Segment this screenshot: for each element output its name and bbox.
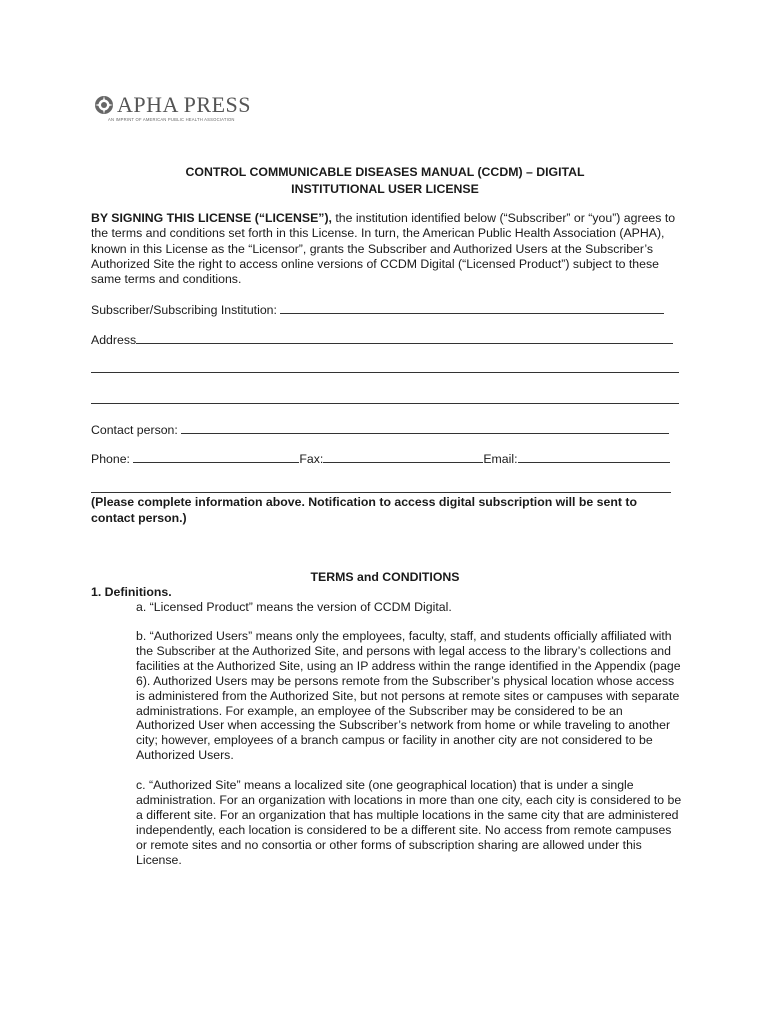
phone-input-line[interactable] (133, 451, 299, 463)
extra-line[interactable] (91, 492, 671, 493)
email-label: Email: (483, 452, 518, 466)
institution-input-line[interactable] (280, 302, 664, 314)
apha-press-logo (94, 92, 252, 122)
document-title-line1: CONTROL COMMUNICABLE DISEASES MANUAL (CCDM) – DIGITAL (185, 165, 585, 179)
definition-c: c. “Authorized Site” means a localized site (one geographical location) that is under a single administration. For an organization with locations in more than one city, each city is considered to be a different site. For an organization that has multiple locations in the same city that are administered independently, each location is considered to be a different site. No access from remote campuses or remote sites and no consortia or other forms of subscription sharing are allowed under this License. (136, 778, 682, 867)
definition-a: a. “Licensed Product” means the version of CCDM Digital. (136, 600, 452, 614)
intro-bold-lead: BY SIGNING THIS LICENSE (“LICENSE”), (91, 211, 332, 225)
email-input-line[interactable] (518, 451, 670, 463)
logo-tagline: AN IMPRINT OF AMERICAN PUBLIC HEALTH ASSOCIATION (108, 117, 235, 122)
address-field[interactable] (91, 332, 673, 347)
intro-text: the institution identified below (“Subscriber” or “you”) agrees to the terms and conditions set forth in this License. In turn, the American Public Health Association (APHA), known in this License as the “Licensor”, grants the Subscriber and Authorized Users at the Subscriber’s Authorized Site the right to access online versions of CCDM Digital (“Licensed Product”) subject to these same terms and conditions. (91, 211, 676, 287)
definition-b: b. “Authorized Users” means only the employees, faculty, staff, and students officially affiliated with the Subscriber at the Authorized Site, and persons with legal access to the library’s collections and facilities at the Authorized Site, using an IP address within the range identified in the Appendix (page 6). Authorized Users may be persons remote from the Subscriber’s physical location whose access is administered from the Authorized Site, but not persons at remote sites or campuses with separate administrations. For example, an employee of the Subscriber may be considered to be an Authorized User when accessing the Subscriber’s network from home or while traveling to another city; however, employees of a branch campus or facility in another city are not considered to be Authorized Users. (136, 629, 681, 763)
institution-field[interactable] (91, 302, 664, 317)
apha-seal-icon (94, 95, 114, 115)
form-note: (Please complete information above. Notification to access digital subscription will be sent to contact person.) (91, 495, 637, 525)
fax-label: Fax: (299, 452, 324, 466)
contact-field[interactable] (91, 422, 669, 437)
definitions-heading: 1. Definitions. (91, 585, 172, 599)
document-title-line2: INSTITUTIONAL USER LICENSE (291, 182, 479, 196)
contact-label: Contact person: (91, 423, 178, 437)
fax-input-line[interactable] (323, 451, 483, 463)
institution-label: Subscriber/Subscribing Institution: (91, 303, 277, 317)
address-line-3[interactable] (91, 403, 679, 404)
intro-paragraph (91, 211, 681, 287)
logo-text: APHA PRESS (117, 92, 252, 117)
address-line-2[interactable] (91, 372, 679, 373)
phone-label: Phone: (91, 452, 130, 466)
phone-fax-email-row (91, 451, 670, 466)
address-input-line[interactable] (136, 332, 673, 344)
address-label: Address (91, 333, 137, 347)
contact-input-line[interactable] (181, 422, 669, 434)
terms-heading: TERMS and CONDITIONS (310, 570, 460, 584)
